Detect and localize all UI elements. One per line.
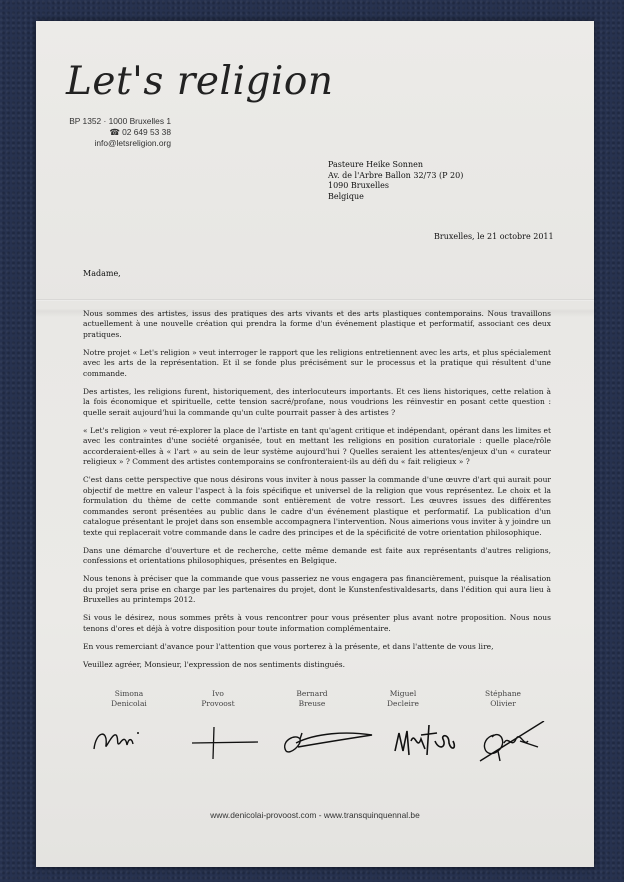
signatory-last-name: Denicolai <box>111 699 147 708</box>
recipient-street: Av. de l'Arbre Ballon 32/73 (P 20) <box>328 170 464 180</box>
signatory-olivier <box>463 689 543 709</box>
paragraph: « Let's religion » veut ré-explorer la place de l'artiste en tant qu'agent critique et indépendant, opérant dans les limites et avec les contraintes d'une société organisée, tout en mettant les religions en position curatoriale : quelle place/rôle accorderaient-elles à « l'art » au sein de leur système aujourd'hui ? Quelles seraient les attentes/enjeux d'un « curateur religieux » ? Comment des artistes contemporains se confronteraient-ils au défi du « fait religieux » ? <box>83 426 551 467</box>
paragraph: Veuillez agréer, Monsieur, l'expression de nos sentiments distingués. <box>83 660 346 670</box>
recipient-name: Pasteure Heike Sonnen <box>328 160 423 169</box>
signatory-first-name: Simona <box>114 689 144 698</box>
signatory-last-name: Breuse <box>298 699 326 708</box>
signatory-provoost <box>178 689 258 709</box>
salutation: Madame, <box>83 269 121 278</box>
signatory-denicolai <box>89 689 169 709</box>
letterhead-logo: Let's religion <box>66 59 334 104</box>
letter-body <box>83 309 551 678</box>
paragraph: En vous remerciant d'avance pour l'attention que vous porterez à la présente, et dans l'attente de vous lire, <box>83 641 494 651</box>
paper-fold <box>36 299 594 301</box>
paragraph: Dans une démarche d'ouverture et de recherche, cette même demande est faite aux représentants d'autres religions, confessions et orientations philosophiques, présentes en Belgique. <box>83 545 551 566</box>
paragraph: C'est dans cette perspective que nous désirons vous inviter à nous passer la commande d'une œuvre d'art qui aurait pour objectif de mettre en valeur l'aspect à la fois spécifique et universel de la religion que vous représentez. Le choix et la formulation du thème de cette commande sont entièrement de votre ressort. Les œuvres issues des différentes commandes seront présentées au public dans le cadre d'un événement plastique et performatif. La publication d'un catalogue présentant le projet dans son ensemble accompagnera l'intervention. Nous aimerions vous inviter à y joindre un texte qui replacerait votre commande dans le cadre des principes et de la spécificité de votre orientation philosophique. <box>83 475 551 537</box>
signature-olivier <box>474 721 554 769</box>
signature-breuse <box>276 721 376 761</box>
signatory-decleire <box>363 689 443 709</box>
footer-websites: www.denicolai-provoost.com - www.transquinquennal.be <box>210 810 420 820</box>
signatory-first-name: Ivo <box>212 689 224 698</box>
signatory-last-name: Decleire <box>387 699 419 708</box>
signature-decleire <box>391 721 471 767</box>
signatory-last-name: Provoost <box>201 699 235 708</box>
letter-date: Bruxelles, le 21 octobre 2011 <box>434 232 554 241</box>
paragraph: Nous sommes des artistes, issus des pratiques des arts vivants et des arts plastiques contemporains. Nous travaillons actuellement à une nouvelle création qui prendra la forme d'un événement plastique et performatif, associant ces deux pratiques. <box>83 309 551 339</box>
signatory-first-name: Bernard <box>296 689 328 698</box>
recipient-address <box>328 160 463 202</box>
recipient-city: 1090 Bruxelles <box>328 181 389 190</box>
signature-provoost <box>188 721 268 761</box>
paragraph: Nous tenons à préciser que la commande que vous passeriez ne vous engagera pas financièrement, puisque la réalisation du projet sera prise en charge par les partenaires du projet, dont le Kunstenfestivaldesarts, dans l'édition qui aura lieu à Bruxelles au printemps 2012. <box>83 574 551 605</box>
sender-address <box>66 116 171 149</box>
letter-page <box>36 21 594 867</box>
sender-phone: ☎ 02 649 53 38 <box>109 127 171 137</box>
recipient-country: Belgique <box>328 191 364 201</box>
signatory-first-name: Miguel <box>389 689 417 698</box>
signatory-first-name: Stéphane <box>485 689 521 698</box>
signatory-last-name: Olivier <box>490 699 516 708</box>
sender-address-line: BP 1352 · 1000 Bruxelles 1 <box>69 116 171 126</box>
paragraph: Des artistes, les religions furent, historiquement, des interlocuteurs importants. Et ces liens historiques, cette relation à la fois économique et spirituelle, cette tension sacré/profane, nous voudrions les réinvestir en posant cette question : quelle serait aujourd'hui la commande qu'un culte pourrait passer à des artistes ? <box>83 387 551 417</box>
signatory-breuse <box>272 689 352 709</box>
paragraph: Si vous le désirez, nous sommes prêts à vous rencontrer pour vous présenter plus avant notre proposition. Nous nous tenons d'ores et déjà à votre disposition pour toute information complémentaire. <box>83 613 551 633</box>
signature-denicolai <box>86 721 176 761</box>
paragraph: Notre projet « Let's religion » veut interroger le rapport que les religions entretiennent avec les arts, et plus spécialement avec les arts de la représentation. Et il se fonde plus précisément sur le processus et la pratique qui résultent d'une commande. <box>83 348 551 378</box>
sender-email: info@letsreligion.org <box>94 138 171 148</box>
